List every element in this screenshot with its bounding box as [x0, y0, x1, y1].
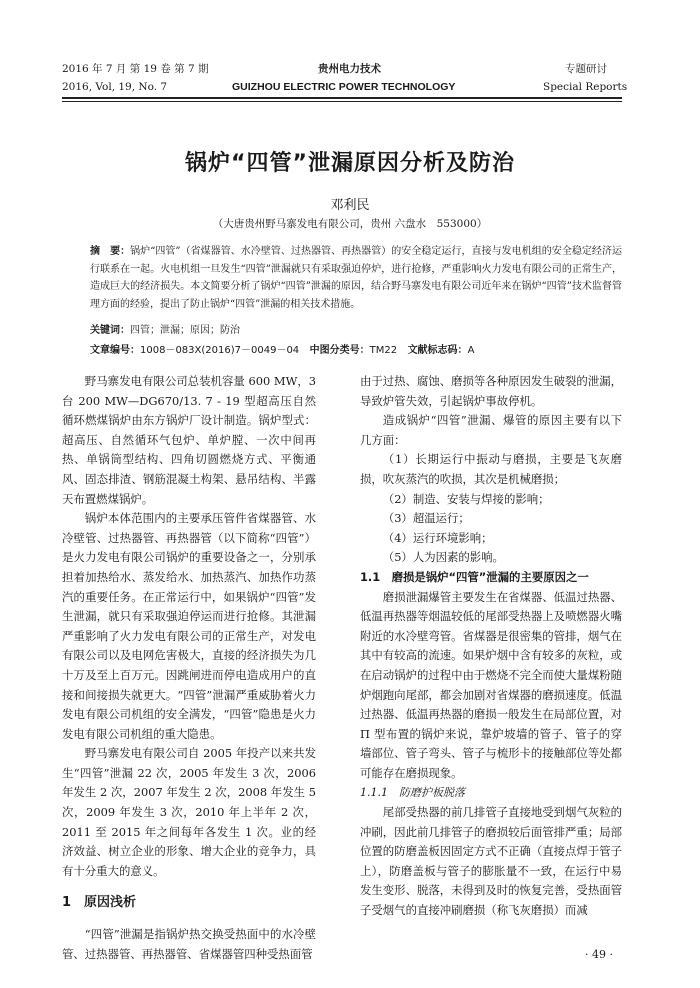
header-rule-thick [62, 97, 622, 99]
paragraph: 尾部受热器的前几排管子直接地受到烟气灰粒的冲刷，因此前几排管子的磨损较后面管排严重；局部位置的防磨盖板因固定方式不正确（直接点焊于管子上），防磨盖板与管子的膨胀量不一致，在运行中易发生变形、脱落，未得到及时的恢复完善，受热面管子受烟气的直接冲刷磨损（称飞灰磨损）而减 [360, 805, 623, 918]
paragraph: 造成锅炉“四管”泄漏、爆管的原因主要有以下几方面： [360, 413, 622, 447]
list-item: （2）制造、安装与焊接的影响； [382, 491, 550, 506]
abstract [90, 243, 622, 313]
paragraph: 野马寨发电有限公司自 2005 年投产以来共发生“四管”泄漏 22 次，2005 年发生 3 次，2006 年发生 2 次，2007 年发生 2 次，2008 年发生 5 次，2009 年发生 3 次，2010 年上半年 2 次，2011 至 2015 年之间每年各发生 1 次。业的经济效益、树立企业的形象、增大企业的竞争力，具有十分重大的意义。 [62, 746, 316, 878]
header-section-cn: 专题研讨 [565, 63, 607, 75]
header-journal-date-cn: 2016 年 7 月 第 19 卷 第 7 期 [62, 63, 209, 75]
document-code-value: A [467, 345, 475, 356]
paragraph: 野马寨发电有限公司总装机容量 600 MW，3 台 200 MW—DG670/13. 7 - 19 型超高压自然循环燃煤锅炉由东方锅炉厂设计制造。锅炉型式：超高压、自然循环气包炉、单炉膛、一次中间再热、单锅筒型结构、四角切圆燃烧方式、平衡通风、固态排渣、钢筋混凝土构架、悬吊结构、半露天布置燃煤锅炉。 [62, 374, 316, 506]
header-journal-name-cn: 贵州电力技术 [318, 63, 381, 75]
paragraph: 由于过热、腐蚀、磨损等各种原因发生破裂的泄漏，导致炉管失效，引起锅炉事故停机。 [360, 374, 622, 408]
list-item: （4）运行环境影响； [382, 530, 493, 545]
left-column [62, 372, 316, 964]
abstract-text: 锅炉“四管”（省煤器管、水冷壁管、过热器管、再热器管）的安全稳定运行，直接与发电机组的安全稳定经济运行联系在一起。火电机组一旦发生“四管”泄漏就只有采取强迫停炉，进行抢修，严重影响火力发电有限公司的正常生产，造成巨大的经济损失。本文简要分析了锅炉“四管”泄漏的原因，结合野马寨发电有限公司近年来在锅炉“四管”技术监督管理方面的经验，提出了防止锅炉“四管”泄漏的相关技术措施。 [90, 246, 622, 310]
right-column [360, 372, 622, 921]
document-code-label: 文献标志码： [407, 345, 468, 356]
paragraph: 锅炉本体范围内的主要承压管件省煤器管、水冷壁管、过热器管、再热器管（以下简称“四管”）是火力发电有限公司锅炉的重要设备之一，分别承担着加热给水、蒸发给水、加热蒸汽、加热作功蒸汽的重要任务。在正常运行中，如果锅炉“四管”发生泄漏，就只有采取强迫停运而进行抢修。其泄漏严重影响了火力发电有限公司的正常生产，对发电有限公司以及电网危害极大，直接的经济损失为几十万及至上百万元。因跳闸进而停电造成用户的直接和间接损失就更大。“四管”泄漏严重威胁着火力发电有限公司机组的安全满发，“四管”隐患是火力发电有限公司机组的重大隐患。 [62, 511, 316, 741]
page-number: · 49 · [585, 948, 613, 961]
list-item: （3）超温运行； [382, 511, 470, 526]
header-journal-name-en: GUIZHOU ELECTRIC POWER TECHNOLOGY [232, 81, 456, 93]
author-name: 邓利民 [330, 198, 370, 213]
section-heading-1: 1 原因浅析 [62, 895, 137, 911]
article-info [90, 341, 474, 356]
keywords-text: 四管；泄漏；原因；防治 [130, 325, 240, 336]
classification-value: TM22 [369, 345, 398, 356]
article-id-label: 文章编号： [90, 345, 140, 356]
article-title: 锅炉“四管”泄漏原因分析及防治 [185, 151, 515, 176]
header-rule-thin [62, 101, 622, 102]
article-id-value: 1008－083X(2016)7－0049－04 [140, 345, 300, 356]
keywords-label: 关键词： [90, 325, 130, 336]
list-item: （1）长期运行中振动与磨损，主要是飞灰磨损，吹灰蒸汽的吹损，其次是机械磨损； [360, 452, 622, 486]
subsubsection-heading-1-1-1: 1.1.1 防磨护板脱落 [360, 786, 465, 800]
header-journal-date-en: 2016, Vol, 19, No. 7 [62, 81, 168, 93]
subsection-heading-1-1: 1.1 磨损是锅炉“四管”泄漏的主要原因之一 [360, 569, 589, 584]
keywords [90, 321, 240, 336]
classification-label: 中图分类号： [309, 345, 370, 356]
author-affiliation: （大唐贵州野马寨发电有限公司，贵州 六盘水 553000） [212, 218, 488, 230]
header-section-en: Special Reports [543, 81, 628, 93]
paragraph: “四管”泄漏是指锅炉热交换受热面中的水冷壁管、过热器管、再热器管、省煤器管四种受热面管 [62, 927, 316, 961]
paragraph: 磨损泄漏爆管主要发生在省煤器、低温过热器、低温再热器等烟温较低的尾部受热器上及喷燃器火嘴附近的水冷壁弯管。省煤器是很密集的管排，烟气在其中有较高的流速。如果炉烟中含有较多的灰粒，或在启动锅炉的过程中由于燃烧不完全而使大量煤粉随炉烟跑向尾部，都会加剧对省煤器的磨损速度。低温过热器、低温再热器的磨损一般发生在局部位置，对 Π 型布置的锅炉来说，靠炉坡墙的管子、管子的穿墙部位、管子弯头、管子与梳形卡的接触部位等处都可能存在磨损现象。 [360, 589, 623, 780]
list-item: （5）人为因素的影响。 [382, 550, 504, 565]
abstract-label: 摘 要： [90, 246, 131, 257]
